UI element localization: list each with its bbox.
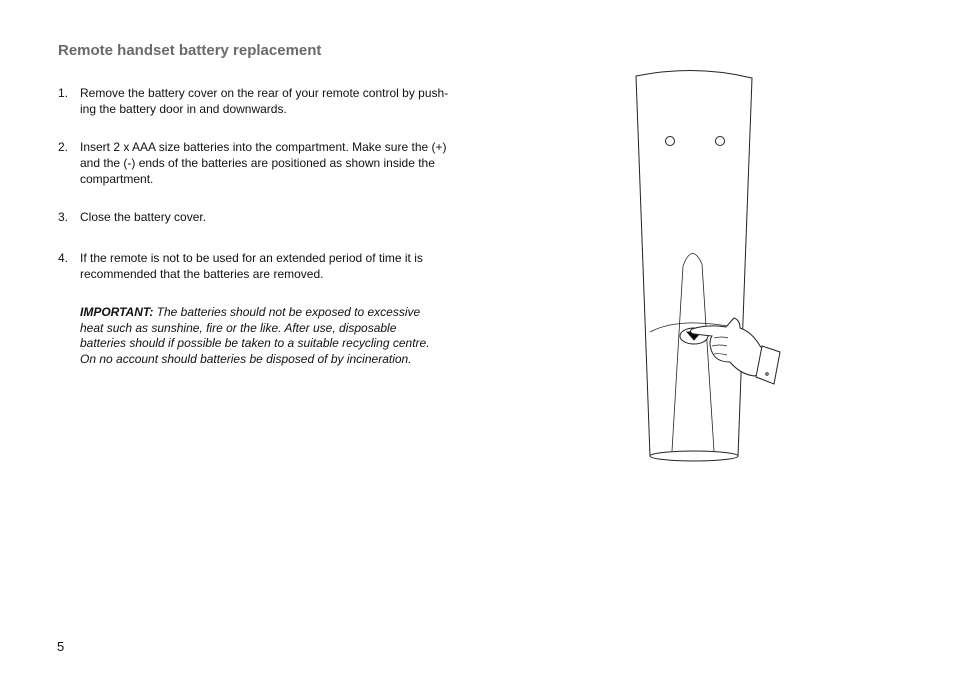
step-text: Remove the battery cover on the rear of your remote control by push- ing the battery door in and downwards. bbox=[80, 86, 449, 116]
step-number: 2. bbox=[58, 140, 69, 154]
page-number: 5 bbox=[57, 639, 65, 654]
step-4 bbox=[58, 250, 466, 282]
important-label: IMPORTANT: bbox=[80, 305, 154, 319]
step-number: 1. bbox=[58, 86, 69, 100]
step-text: If the remote is not to be used for an extended period of time it is recommended that the batteries are removed. bbox=[80, 251, 423, 281]
step-number: 4. bbox=[58, 251, 69, 265]
important-note: IMPORTANT: The batteries should not be exposed to excessive heat such as sunshine, fire or the like. After use, disposable batteries should if possible be taken to a suitable recycling centre. On no account should batteries be disposed of by incineration. bbox=[80, 305, 430, 366]
remote-bottom-edge bbox=[650, 451, 738, 461]
step-text: Close the battery cover. bbox=[80, 210, 207, 224]
step-number: 3. bbox=[58, 210, 69, 224]
step-3 bbox=[58, 209, 466, 225]
step-2 bbox=[58, 139, 466, 187]
remote-battery-cover-illustration bbox=[630, 66, 790, 471]
page-heading: Remote handset battery replacement bbox=[58, 42, 322, 59]
step-1 bbox=[58, 85, 466, 117]
step-text: Insert 2 x AAA size batteries into the compartment. Make sure the (+) and the (-) ends of the batteries are positioned as shown inside the compartment. bbox=[80, 140, 447, 186]
remote-outline bbox=[636, 70, 752, 456]
